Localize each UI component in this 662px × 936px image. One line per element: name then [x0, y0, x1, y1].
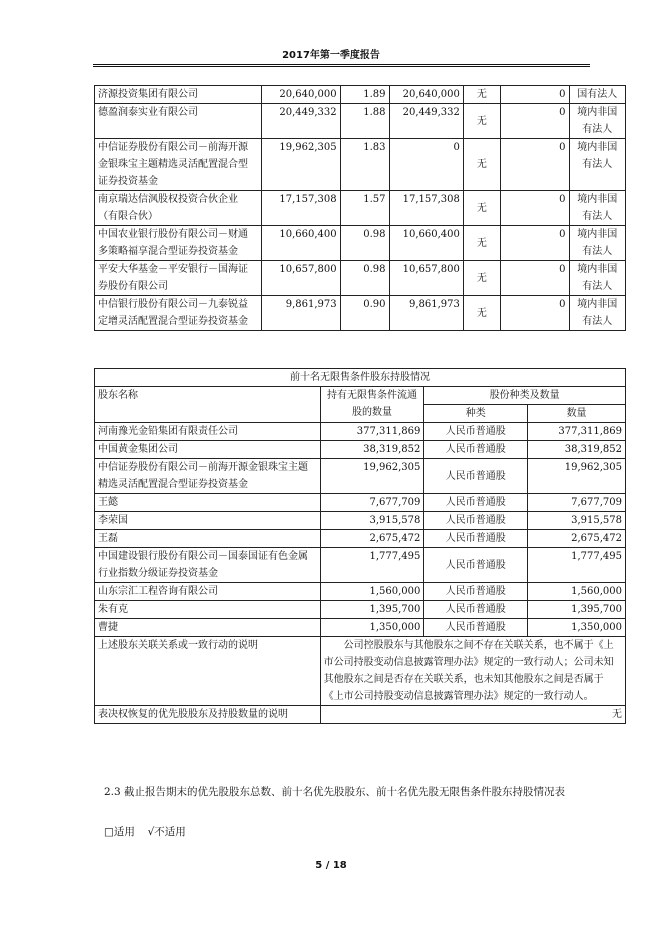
- holder-pledge-num: 0: [500, 226, 569, 261]
- holder-pledge: 无: [463, 191, 500, 226]
- unrestricted-kind: 人民币普通股: [424, 459, 528, 494]
- unrestricted-count: 1,777,495: [528, 548, 626, 583]
- unrestricted-qty: 1,777,495: [320, 548, 424, 583]
- holder-shares: 9,861,973: [261, 296, 340, 331]
- unrestricted-table-title: 前十名无限售条件股东持股情况: [95, 369, 626, 387]
- unrestricted-count: 1,350,000: [528, 619, 626, 637]
- relation-row: [95, 637, 626, 706]
- table-row: [95, 548, 626, 583]
- holder-pledge-num: 0: [500, 261, 569, 296]
- holder-shares: 19,962,305: [261, 139, 340, 191]
- table-row: [95, 104, 626, 139]
- holder-pledge: 无: [463, 86, 500, 104]
- header-divider-secondary: [93, 66, 590, 67]
- unrestricted-kind: 人民币普通股: [424, 441, 528, 459]
- holder-pct: 0.90: [340, 296, 389, 331]
- relation-text: 公司控股股东与其他股东之间不存在关联关系，也不属于《上市公司持股变动信息披露管理办法》规定的一致行动人；公司未知其他股东之间是否存在关联关系，也未知其他股东之间是否属于《上市公司持股变动信息披露管理办法》规定的一致行动人。: [320, 637, 625, 706]
- table-row: [95, 459, 626, 494]
- unrestricted-kind: 人民币普通股: [424, 512, 528, 530]
- col-header-kind-group: 股份种类及数量: [424, 387, 626, 405]
- relation-label: 上述股东关联关系或一致行动的说明: [95, 637, 321, 706]
- unrestricted-holder-name: 朱有克: [95, 601, 321, 619]
- unrestricted-holder-name: 李荣国: [95, 512, 321, 530]
- unrestricted-count: 3,915,578: [528, 512, 626, 530]
- col-header-count: 数量: [528, 405, 626, 423]
- unrestricted-kind: 人民币普通股: [424, 494, 528, 512]
- unrestricted-count: 38,319,852: [528, 441, 626, 459]
- unrestricted-holder-name: 王懿: [95, 494, 321, 512]
- holder-name: 平安大华基金－平安银行－国海证券股份有限公司: [95, 261, 262, 296]
- col-header-qty: 持有无限售条件流通股的数量: [320, 387, 424, 423]
- unrestricted-qty: 377,311,869: [320, 423, 424, 441]
- holder-name: 中信证券股份有限公司－前海开源金银珠宝主题精选灵活配置混合型证券投资基金: [95, 139, 262, 191]
- holder-name: 济源投资集团有限公司: [95, 86, 262, 104]
- holder-pledge-num: 0: [500, 139, 569, 191]
- table-row: [95, 619, 626, 637]
- holder-pct: 1.57: [340, 191, 389, 226]
- table-row: [95, 423, 626, 441]
- table-row: [95, 583, 626, 601]
- holder-pledge: 无: [463, 226, 500, 261]
- unrestricted-qty: 2,675,472: [320, 530, 424, 548]
- unrestricted-count: 1,560,000: [528, 583, 626, 601]
- unrestricted-holder-name: 曹捷: [95, 619, 321, 637]
- holder-shares: 20,640,000: [261, 86, 340, 104]
- holder-name: 德盈润泰实业有限公司: [95, 104, 262, 139]
- holder-pledge: 无: [463, 139, 500, 191]
- table-row: [95, 261, 626, 296]
- table-row: [95, 296, 626, 331]
- holder-restricted: 0: [389, 139, 463, 191]
- holder-pledge-num: 0: [500, 191, 569, 226]
- holder-restricted: 9,861,973: [389, 296, 463, 331]
- header-divider: [93, 64, 590, 65]
- holder-name: 中信银行股份有限公司－九泰锐益定增灵活配置混合型证券投资基金: [95, 296, 262, 331]
- holder-shares: 10,657,800: [261, 261, 340, 296]
- unrestricted-qty: 1,560,000: [320, 583, 424, 601]
- unrestricted-holder-name: 王磊: [95, 530, 321, 548]
- table-row: [95, 530, 626, 548]
- unrestricted-holder-name: 河南豫光金铅集团有限责任公司: [95, 423, 321, 441]
- table-header-row: [95, 387, 626, 405]
- unrestricted-holder-name: 中国建设银行股份有限公司－国泰国证有色金属行业指数分级证券投资基金: [95, 548, 321, 583]
- unrestricted-qty: 1,395,700: [320, 601, 424, 619]
- holder-shares: 17,157,308: [261, 191, 340, 226]
- unrestricted-count: 377,311,869: [528, 423, 626, 441]
- holder-pledge-num: 0: [500, 104, 569, 139]
- section-2-3: [104, 783, 614, 801]
- unrestricted-kind: 人民币普通股: [424, 583, 528, 601]
- unrestricted-qty: 3,915,578: [320, 512, 424, 530]
- unrestricted-holder-name: 中信证券股份有限公司－前海开源金银珠宝主题精选灵活配置混合型证券投资基金: [95, 459, 321, 494]
- preferred-value: 无: [320, 706, 625, 724]
- holder-shares: 10,660,400: [261, 226, 340, 261]
- col-header-kind: 种类: [424, 405, 528, 423]
- holder-nature: 境内非国有法人: [569, 261, 625, 296]
- preferred-row: [95, 706, 626, 724]
- page-header-title: 2017年第一季度报告: [282, 50, 380, 61]
- holder-pct: 0.98: [340, 261, 389, 296]
- unrestricted-kind: 人民币普通股: [424, 601, 528, 619]
- holder-pct: 1.83: [340, 139, 389, 191]
- top10-shareholders-table: [94, 85, 626, 331]
- holder-pledge: 无: [463, 104, 500, 139]
- option-applicable: □适用: [104, 826, 135, 838]
- table-row: [95, 494, 626, 512]
- page-number: 5 / 18: [315, 860, 347, 871]
- unrestricted-holder-name: 山东宗汇工程咨询有限公司: [95, 583, 321, 601]
- unrestricted-qty: 19,962,305: [320, 459, 424, 494]
- holder-pledge: 无: [463, 296, 500, 331]
- table-row: [95, 191, 626, 226]
- unrestricted-kind: 人民币普通股: [424, 548, 528, 583]
- holder-nature: 境内非国有法人: [569, 226, 625, 261]
- holder-pct: 1.89: [340, 86, 389, 104]
- unrestricted-kind: 人民币普通股: [424, 619, 528, 637]
- option-not-applicable: √不适用: [147, 826, 186, 838]
- unrestricted-count: 7,677,709: [528, 494, 626, 512]
- holder-pct: 1.88: [340, 104, 389, 139]
- table-row: [95, 441, 626, 459]
- holder-name: 中国农业银行股份有限公司－财通多策略福享混合型证券投资基金: [95, 226, 262, 261]
- table-title-row: [95, 369, 626, 387]
- unrestricted-count: 19,962,305: [528, 459, 626, 494]
- holder-pct: 0.98: [340, 226, 389, 261]
- applicability-options: [104, 824, 186, 839]
- table-row: [95, 86, 626, 104]
- holder-pledge-num: 0: [500, 86, 569, 104]
- unrestricted-kind: 人民币普通股: [424, 423, 528, 441]
- holder-pledge-num: 0: [500, 296, 569, 331]
- table-row: [95, 512, 626, 530]
- holder-shares: 20,449,332: [261, 104, 340, 139]
- table-row: [95, 226, 626, 261]
- holder-nature: 境内非国有法人: [569, 191, 625, 226]
- unrestricted-qty: 7,677,709: [320, 494, 424, 512]
- holder-restricted: 17,157,308: [389, 191, 463, 226]
- holder-restricted: 10,657,800: [389, 261, 463, 296]
- section-2-3-text: 2.3 截止报告期末的优先股股东总数、前十名优先股股东、前十名优先股无限售条件股东持股情况表: [104, 786, 566, 798]
- col-header-name: 股东名称: [95, 387, 321, 423]
- preferred-label: 表决权恢复的优先股股东及持股数量的说明: [95, 706, 321, 724]
- unrestricted-kind: 人民币普通股: [424, 530, 528, 548]
- holder-nature: 国有法人: [569, 86, 625, 104]
- holder-name: 南京瑞达信沨股权投资合伙企业（有限合伙）: [95, 191, 262, 226]
- unrestricted-qty: 1,350,000: [320, 619, 424, 637]
- unrestricted-qty: 38,319,852: [320, 441, 424, 459]
- table-row: [95, 139, 626, 191]
- holder-restricted: 10,660,400: [389, 226, 463, 261]
- holder-nature: 境内非国有法人: [569, 104, 625, 139]
- unrestricted-count: 1,395,700: [528, 601, 626, 619]
- unrestricted-holder-name: 中国黄金集团公司: [95, 441, 321, 459]
- holder-nature: 境内非国有法人: [569, 139, 625, 191]
- unrestricted-count: 2,675,472: [528, 530, 626, 548]
- unrestricted-shareholders-table: [94, 368, 626, 724]
- holder-restricted: 20,640,000: [389, 86, 463, 104]
- holder-nature: 境内非国有法人: [569, 296, 625, 331]
- holder-restricted: 20,449,332: [389, 104, 463, 139]
- holder-pledge: 无: [463, 261, 500, 296]
- table-row: [95, 601, 626, 619]
